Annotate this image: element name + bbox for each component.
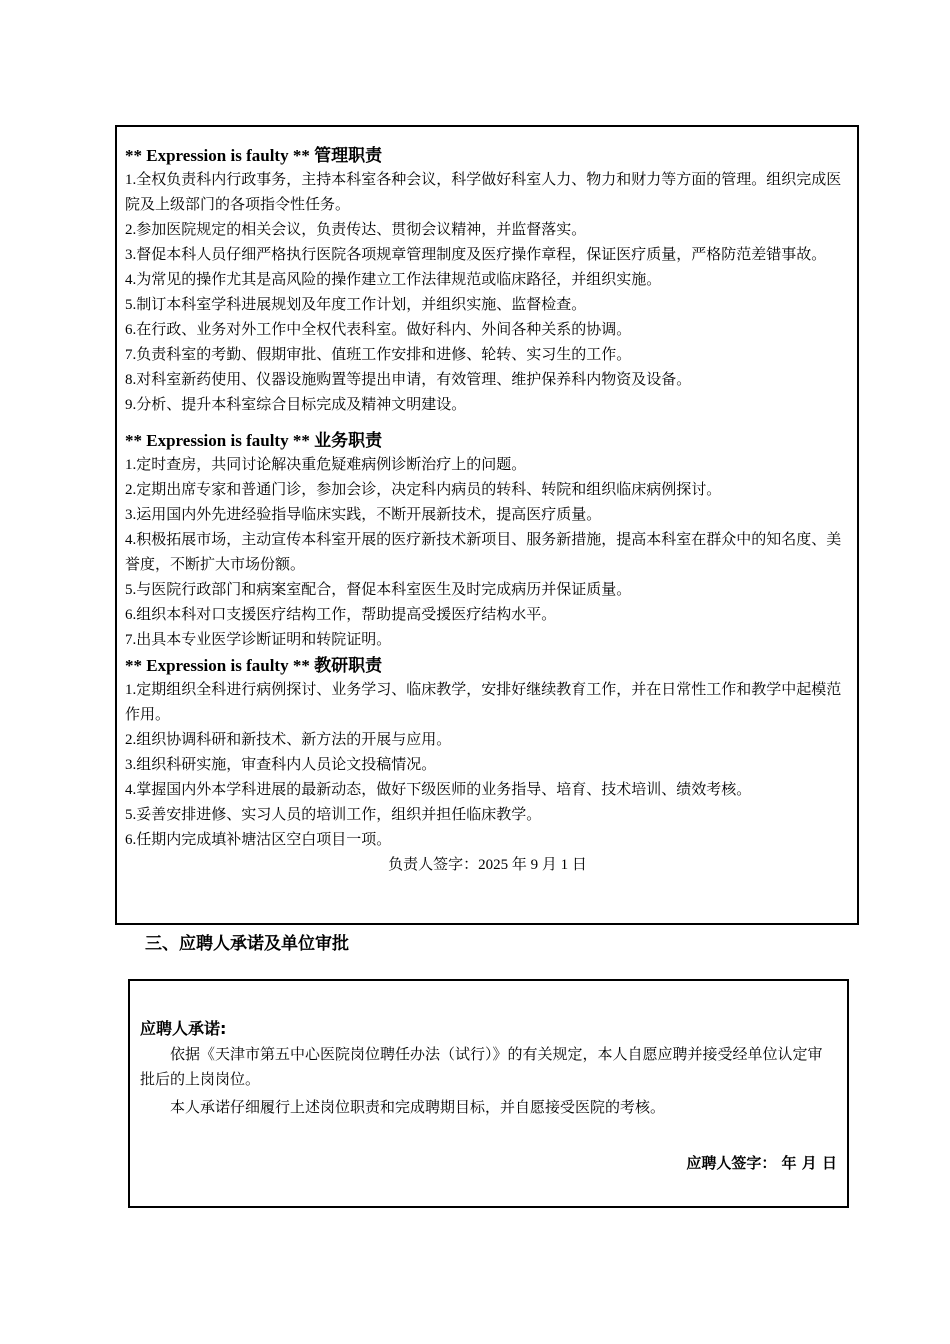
list-item: 4.为常见的操作尤其是高风险的操作建立工作法律规范或临床路径，并组织实施。: [125, 272, 662, 288]
responsible-person-signature: 负责人签字：2025 年 9 月 1 日: [388, 857, 587, 873]
teaching-research-duties-list: [125, 678, 850, 853]
management-duties-title: ** Expression is faulty ** 管理职责: [125, 146, 383, 165]
management-duties-list: [125, 168, 850, 418]
commitment-paragraph: 本人承诺仔细履行上述岗位职责和完成聘期目标，并自愿接受医院的考核。: [170, 1100, 666, 1116]
list-item: 5.妥善安排进修、实习人员的培训工作，组织并担任临床教学。: [125, 807, 542, 823]
list-item: 2.组织协调科研和新技术、新方法的开展与应用。: [125, 732, 452, 748]
list-item: 7.出具本专业医学诊断证明和转院证明。: [125, 632, 392, 648]
list-item: 4.积极拓展市场，主动宣传本科室开展的医疗新技术新项目、服务新措施，提高本科室在群众中的知名度、美誉度，不断扩大市场份额。: [125, 532, 842, 573]
list-item: 7.负责科室的考勤、假期审批、值班工作安排和进修、轮转、实习生的工作。: [125, 347, 632, 363]
list-item: 3.组织科研实施，审查科内人员论文投稿情况。: [125, 757, 437, 773]
list-item: 8.对科室新药使用、仪器设施购置等提出申请，有效管理、维护保养科内物资及设备。: [125, 372, 692, 388]
applicant-signature: 应聘人签字： 年 月 日: [686, 1154, 837, 1172]
list-item: 2.参加医院规定的相关会议，负责传达、贯彻会议精神，并监督落实。: [125, 222, 587, 238]
list-item: 1.定时查房，共同讨论解决重危疑难病例诊断治疗上的问题。: [125, 457, 527, 473]
list-item: 9.分析、提升本科室综合目标完成及精神文明建设。: [125, 397, 467, 413]
list-item: 4.掌握国内外本学科进展的最新动态，做好下级医师的业务指导、培育、技术培训、绩效考核。: [125, 782, 752, 798]
list-item: 5.与医院行政部门和病案室配合，督促本科室医生及时完成病历并保证质量。: [125, 582, 632, 598]
list-item: 5.制订本科室学科进展规划及年度工作计划，并组织实施、监督检查。: [125, 297, 587, 313]
commitment-paragraph: 依据《天津市第五中心医院岗位聘任办法（试行）》的有关规定，本人自愿应聘并接受经单位认定审批后的上岗岗位。: [140, 1047, 823, 1088]
list-item: 2.定期出席专家和普通门诊，参加会诊，决定科内病员的转科、转院和组织临床病例探讨。: [125, 482, 722, 498]
commitment-title: 应聘人承诺:: [140, 1019, 227, 1038]
business-duties-list: [125, 453, 850, 653]
commitment-box: [128, 979, 849, 1208]
list-item: 6.在行政、业务对外工作中全权代表科室。做好科内、外间各种关系的协调。: [125, 322, 632, 338]
list-item: 3.运用国内外先进经验指导临床实践，不断开展新技术，提高医疗质量。: [125, 507, 602, 523]
business-duties-title: ** Expression is faulty ** 业务职责: [125, 431, 383, 450]
list-item: 1.全权负责科内行政事务，主持本科室各种会议，科学做好科室人力、物力和财力等方面的管理。组织完成医院及上级部门的各项指令性任务。: [125, 172, 842, 213]
teaching-research-duties-title: ** Expression is faulty ** 教研职责: [125, 656, 383, 675]
list-item: 6.任期内完成填补塘沽区空白项目一项。: [125, 832, 392, 848]
list-item: 1.定期组织全科进行病例探讨、业务学习、临床教学，安排好继续教育工作，并在日常性工作和教学中起模范作用。: [125, 682, 842, 723]
section-heading-applicant-commitment: 三、应聘人承诺及单位审批: [145, 934, 349, 954]
list-item: 3.督促本科人员仔细严格执行医院各项规章管理制度及医疗操作章程，保证医疗质量，严格防范差错事故。: [125, 247, 827, 263]
list-item: 6.组织本科对口支援医疗结构工作，帮助提高受援医疗结构水平。: [125, 607, 557, 623]
duties-box: [115, 125, 859, 925]
